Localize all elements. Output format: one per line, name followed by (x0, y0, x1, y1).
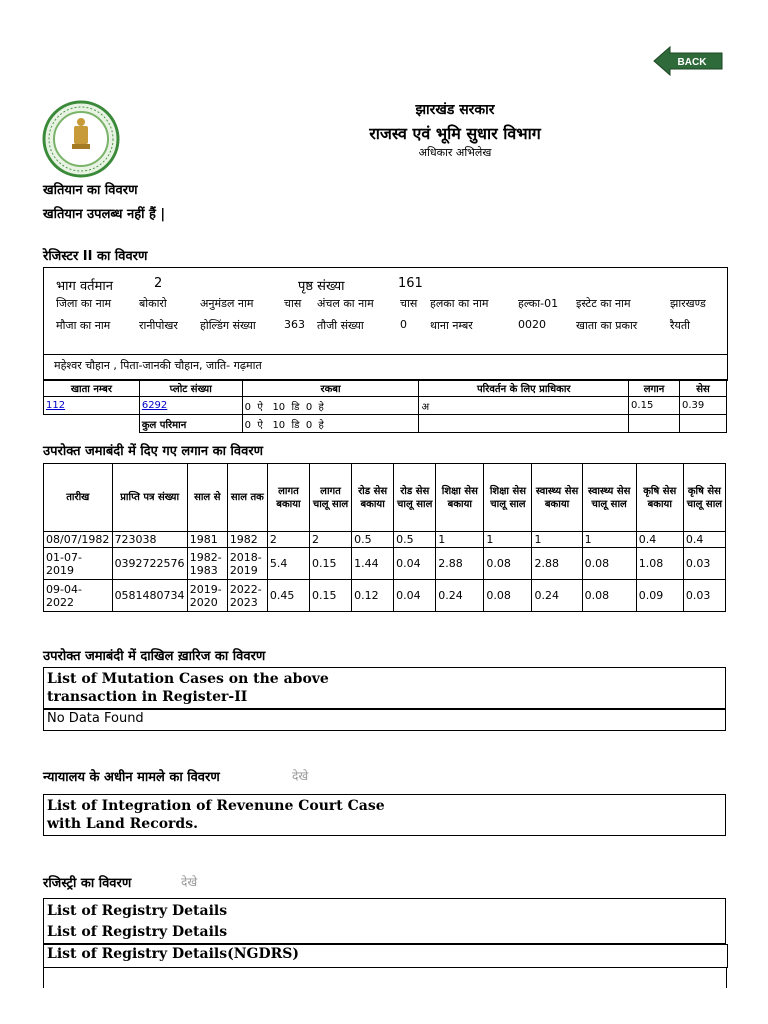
court-caption-text: List of Integration of Revenune Court Case with Land Records. (47, 798, 385, 832)
holding-value: 363 (284, 318, 305, 331)
col-year-to: साल तक (227, 464, 267, 532)
table-cell: 1.44 (352, 548, 394, 580)
table-cell: 01-07-2019 (44, 548, 113, 580)
mutation-caption (43, 667, 726, 709)
bhag-value: 2 (154, 276, 163, 291)
subdivision-label: अनुमंडल नाम (200, 297, 254, 310)
khata-plot-table (43, 379, 727, 433)
khata-type-label: खाता का प्रकार (576, 319, 638, 332)
table-cell: 0.15 (309, 548, 351, 580)
table-cell: 1 (436, 532, 484, 548)
tauji-value: 0 (400, 318, 407, 331)
owner-details: महेश्वर चौहान , पिता-जानकी चौहान, जाति- गढ़मात (54, 359, 262, 372)
table-cell: 0.24 (532, 580, 582, 612)
table-cell: 0.45 (267, 580, 309, 612)
circle-label: अंचल का नाम (317, 297, 374, 310)
table-cell: 0.15 (309, 580, 351, 612)
table-border-left (43, 968, 44, 988)
col-cess: सेस (679, 380, 726, 397)
col-agri-cess-current: कृषि सेस चालू साल (683, 464, 725, 532)
col-agri-cess-due: कृषि सेस बकाया (636, 464, 683, 532)
back-arrow-icon (652, 45, 724, 77)
table-cell: 2018-2019 (227, 548, 267, 580)
col-lagan: लगान (629, 380, 680, 397)
plot-number-link[interactable]: 6292 (141, 400, 168, 411)
registry-caption-1: List of Registry Details (47, 903, 228, 919)
table-cell: 723038 (112, 532, 187, 548)
table-cell: 0.04 (394, 580, 436, 612)
table-cell: 0.5 (352, 532, 394, 548)
table-cell: 1 (582, 532, 636, 548)
col-authority: परिवर्तन के लिए प्राधिकार (419, 380, 629, 397)
col-plot-number: प्लोट संख्या (139, 380, 242, 397)
table-cell: 08/07/1982 (44, 532, 113, 548)
col-health-cess-due: स्वास्थ्य सेस बकाया (532, 464, 582, 532)
table-row (44, 580, 726, 612)
table-cell: 1982-1983 (187, 548, 227, 580)
tauji-label: तौजी संख्या (317, 319, 364, 332)
header-state: झारखंड सरकार (415, 102, 495, 118)
thana-value: 0020 (518, 318, 546, 331)
table-cell: 2022-2023 (227, 580, 267, 612)
registry-caption-box (43, 898, 726, 944)
page-value: 161 (398, 276, 423, 291)
estate-value: झारखण्ड (670, 297, 706, 310)
table-cell: 1981 (187, 532, 227, 548)
khata-number-link[interactable]: 112 (46, 400, 66, 411)
court-title: न्यायालय के अधीन मामले का विवरण (43, 770, 220, 785)
registry-view-link[interactable]: देखे (181, 875, 198, 889)
register-summary-box (43, 267, 728, 381)
register-title: रेजिस्टर II का विवरण (43, 249, 148, 264)
mauja-label: मौजा का नाम (56, 319, 111, 332)
table-cell: 2 (267, 532, 309, 548)
lagan-table (43, 463, 726, 612)
col-year-from: साल से (187, 464, 227, 532)
thana-label: थाना नम्बर (430, 319, 473, 332)
page-label: पृष्ठ संख्या (298, 279, 345, 294)
col-health-cess-current: स्वास्थ्य सेस चालू साल (582, 464, 636, 532)
table-cell: 09-04-2022 (44, 580, 113, 612)
table-cell: 2.88 (436, 548, 484, 580)
table-cell: 0.09 (636, 580, 683, 612)
table-cell: 0.08 (484, 548, 532, 580)
total-row (44, 415, 727, 433)
mutation-title: उपरोक्त जमाबंदी में दाखिल ख़ारिज का विवरण (43, 649, 266, 664)
area-cell: 0 ऐ 10 डि 0 हे (242, 397, 419, 415)
table-cell: 2019-2020 (187, 580, 227, 612)
table-cell: 0581480734 (112, 580, 187, 612)
khata-type-value: रैयती (670, 319, 690, 332)
khatiyan-title: खतियान का विवरण (43, 183, 138, 198)
table-cell: 0392722576 (112, 548, 187, 580)
table-cell: 1.08 (636, 548, 683, 580)
table-cell: 5.4 (267, 548, 309, 580)
table-cell: 1 (484, 532, 532, 548)
table-cell: 0.4 (636, 532, 683, 548)
col-date: तारीख (44, 464, 113, 532)
col-education-cess-due: शिक्षा सेस बकाया (436, 464, 484, 532)
table-row (44, 397, 727, 415)
header-department: राजस्व एवं भूमि सुधार विभाग (369, 124, 541, 143)
col-khata-number: खाता नम्बर (44, 380, 140, 397)
circle-value: चास (400, 297, 418, 310)
table-cell: 1 (532, 532, 582, 548)
col-receipt-number: प्राप्ति पत्र संख्या (112, 464, 187, 532)
table-cell: 0.5 (394, 532, 436, 548)
estate-label: इस्टेट का नाम (576, 297, 631, 310)
mutation-empty-message: No Data Found (43, 709, 726, 731)
table-cell: 2.88 (532, 548, 582, 580)
district-value: बोकारो (139, 297, 167, 310)
subdivision-value: चास (284, 297, 302, 310)
registry-title: रजिस्ट्री का विवरण (43, 876, 132, 891)
table-cell: 0.12 (352, 580, 394, 612)
lagan-title: उपरोक्त जमाबंदी में दिए गए लगान का विवरण (43, 444, 264, 459)
table-cell: 0.04 (394, 548, 436, 580)
authority-cell: अ (419, 397, 629, 415)
col-cost-due: लागत बकाया (267, 464, 309, 532)
table-row (44, 532, 726, 548)
total-label: कुल परिमान (139, 415, 242, 433)
table-cell: 0.03 (683, 580, 725, 612)
mutation-caption-text: List of Mutation Cases on the above transaction in Register-II (47, 671, 329, 705)
table-cell: 0.08 (484, 580, 532, 612)
col-area: रकबा (242, 380, 419, 397)
lagan-cell: 0.15 (629, 397, 680, 415)
table-cell: 0.24 (436, 580, 484, 612)
court-view-link[interactable]: देखे (292, 769, 309, 783)
header-subtitle: अधिकार अभिलेख (418, 146, 492, 159)
col-road-cess-due: रोड सेस बकाया (352, 464, 394, 532)
table-cell: 0.08 (582, 548, 636, 580)
district-label: जिला का नाम (56, 297, 112, 310)
registry-caption-2: List of Registry Details (47, 924, 228, 940)
halka-label: हलका का नाम (430, 297, 489, 310)
halka-value: हल्का-01 (518, 297, 559, 310)
col-education-cess-current: शिक्षा सेस चालू साल (484, 464, 532, 532)
col-cost-current: लागत चालू साल (309, 464, 351, 532)
table-cell: 1982 (227, 532, 267, 548)
total-area: 0 ऐ 10 डि 0 हे (242, 415, 419, 433)
court-caption (43, 794, 726, 836)
table-cell: 2 (309, 532, 351, 548)
back-button[interactable] (652, 45, 724, 77)
cess-cell: 0.39 (679, 397, 726, 415)
table-cell: 0.4 (683, 532, 725, 548)
holding-label: होल्डिंग संख्या (200, 319, 256, 332)
registry-ngdrs-caption: List of Registry Details(NGDRS) (43, 944, 728, 968)
table-row (44, 548, 726, 580)
back-label: BACK (677, 57, 707, 68)
col-road-cess-current: रोड सेस चालू साल (394, 464, 436, 532)
table-border-right (726, 968, 727, 988)
table-cell: 0.03 (683, 548, 725, 580)
mauja-value: रानीपोखर (139, 319, 178, 332)
bhag-label: भाग वर्तमान (56, 279, 113, 294)
khatiyan-message: खतियान उपलब्ध नहीं हैं | (43, 207, 166, 222)
table-cell: 0.08 (582, 580, 636, 612)
